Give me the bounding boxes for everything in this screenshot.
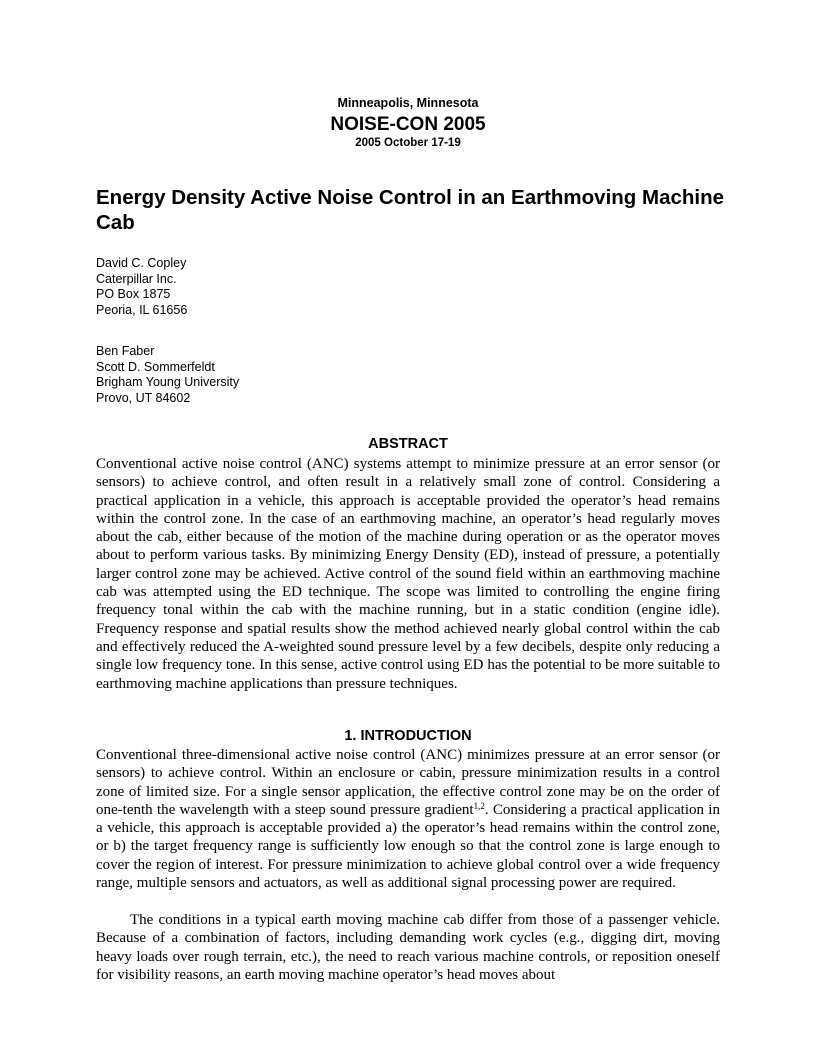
paragraph-text: Conventional three-dimensional active noise control (ANC) minimizes pressure at an error sensor (or sensors) to achieve control. Within an enclosure or cabin, pressure minimization results in a control zone of limited size. For a single sensor application, the effective control zone may be on the order of one-tenth the wavelength with a steep sound pressure gradient [96,747,720,818]
author-city-line: Provo, UT 84602 [96,390,191,405]
introduction-paragraph-1 [96,746,720,892]
author-affiliation: Caterpillar Inc. [96,271,177,286]
citation-reference: 1,2 [473,800,485,811]
author-affiliation: Brigham Young University [96,375,240,389]
author-name: Ben Faber [96,344,155,358]
author-name: Scott D. Sommerfeldt [96,359,215,374]
author-address-line: PO Box 1875 [96,287,171,301]
introduction-paragraph-2: The conditions in a typical earth moving machine cab differ from those of a passenger vehicle. Because of a combination of factors, including demanding work cycles (e.g., digging dirt, moving heavy loads over rough terrain, etc.), the need to reach various machine controls, or reposition oneself for visibility reasons, an earth moving machine operator’s head moves about [96,912,720,983]
author-block-1 [96,256,496,318]
paragraph-text: . Considering a practical application in a vehicle, this approach is acceptable provided a) the operator’s head remains within the control zone, or b) the target frequency range is sufficiently low enough so that the control zone is large enough to cover the region of interest. For pressure minimization to achieve global control over a wide frequency range, multiple sensors and actuators, as well as additional signal processing power are required. [96,801,720,892]
conference-name: NOISE-CON 2005 [330,114,486,135]
author-city-line: Peoria, IL 61656 [96,302,188,317]
abstract-heading: ABSTRACT [368,436,448,452]
author-block-2 [96,344,496,406]
conference-location: Minneapolis, Minnesota [337,96,479,110]
introduction-heading: 1. INTRODUCTION [344,728,472,744]
paper-title: Energy Density Active Noise Control in an Earthmoving Machine Cab [96,186,725,234]
abstract-text: Conventional active noise control (ANC) systems attempt to minimize pressure at an error sensor (or sensors) to achieve control, and often result in a relatively small zone of control. Considering a practical application in a vehicle, this approach is acceptable provided the operator’s head remains within the control zone. In the case of an earthmoving machine, an operator’s head regularly moves about the cab, either because of the motion of the machine during operation or as the operator moves about to perform various tasks. By minimizing Energy Density (ED), instead of pressure, a potentially larger control zone may be achieved. Active control of the sound field within an earthmoving machine cab was attempted using the ED technique. The scope was limited to controlling the engine firing frequency tonal within the cab with the machine running, but in a static condition (engine idle). Frequency response and spatial results show the method achieved nearly global control within the cab and effectively reduced the A-weighted sound pressure level by a few decibels, despite only reducing a single low frequency tone. In this sense, active control using ED has the potential to be more suitable to earthmoving machine applications than pressure techniques. [96,456,720,692]
conference-dates: 2005 October 17-19 [355,137,461,149]
author-name: David C. Copley [96,256,187,270]
